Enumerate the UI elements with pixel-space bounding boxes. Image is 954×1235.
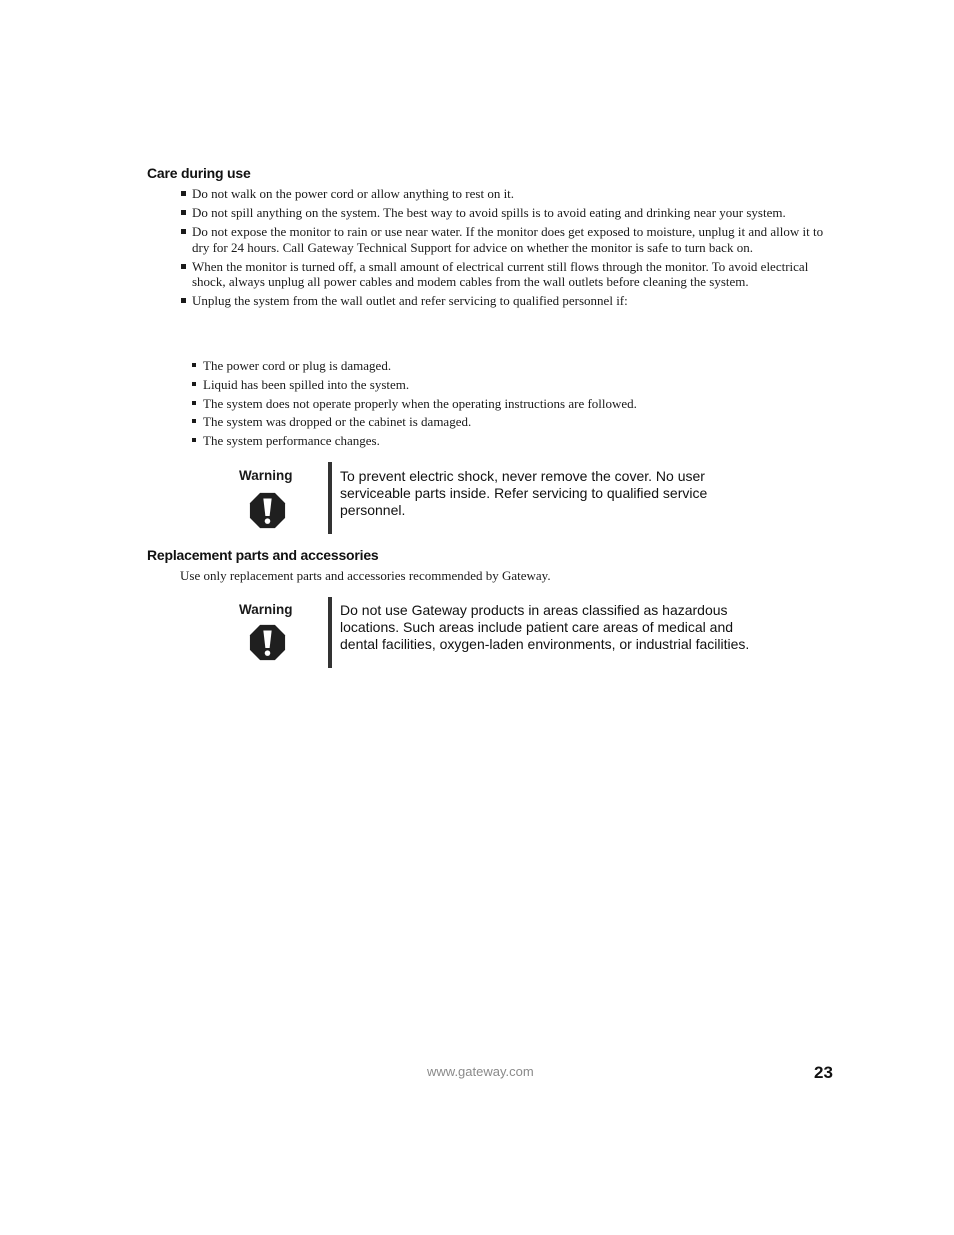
bullet-square-icon bbox=[181, 191, 186, 196]
footer-url: www.gateway.com bbox=[427, 1064, 534, 1079]
warning-text: To prevent electric shock, never remove the cover. No user serviceable parts inside. Refer servicing to qualified service personnel. bbox=[340, 468, 708, 518]
list-item: Unplug the system from the wall outlet and refer servicing to qualified personnel if: bbox=[180, 293, 825, 309]
care-heading: Care during use bbox=[147, 165, 251, 181]
list-item: The system was dropped or the cabinet is damaged. bbox=[191, 414, 811, 430]
care-bullet-list bbox=[180, 186, 825, 312]
replacement-heading: Replacement parts and accessories bbox=[147, 547, 379, 563]
bullet-square-icon bbox=[181, 210, 186, 215]
bullet-square-icon bbox=[181, 298, 186, 303]
list-item: The system performance changes. bbox=[191, 433, 811, 449]
warning-icon bbox=[249, 492, 286, 529]
page-number: 23 bbox=[814, 1063, 833, 1082]
bullet-square-icon bbox=[192, 382, 196, 386]
bullet-square-icon bbox=[192, 419, 196, 423]
warning-icon bbox=[249, 624, 286, 661]
warning-divider bbox=[328, 597, 332, 668]
bullet-square-icon bbox=[192, 363, 196, 367]
bullet-square-icon bbox=[181, 264, 186, 269]
list-item: The system does not operate properly when the operating instructions are followed. bbox=[191, 396, 811, 412]
list-item: Do not expose the monitor to rain or use near water. If the monitor does get exposed to moisture, unplug it and allow it to dry for 24 hours. Call Gateway Technical Support for advice on whether the monitor is safe to turn back on. bbox=[180, 224, 825, 255]
warning-text: Do not use Gateway products in areas classified as hazardous locations. Such areas include patient care areas of medical and dental facilities, oxygen-laden environments, or industrial facilities. bbox=[340, 602, 750, 652]
bullet-square-icon bbox=[181, 229, 186, 234]
bullet-square-icon bbox=[192, 438, 196, 442]
list-item: The power cord or plug is damaged. bbox=[191, 358, 811, 374]
list-item: Liquid has been spilled into the system. bbox=[191, 377, 811, 393]
replacement-text: Use only replacement parts and accessories recommended by Gateway. bbox=[180, 568, 551, 583]
warning-divider bbox=[328, 462, 332, 534]
list-item: When the monitor is turned off, a small amount of electrical current still flows through the monitor. To avoid electrical shock, always unplug all power cables and modem cables from the wall outlets before cleaning the system. bbox=[180, 259, 825, 290]
bullet-square-icon bbox=[192, 401, 196, 405]
list-item: Do not spill anything on the system. The best way to avoid spills is to avoid eating and drinking near your system. bbox=[180, 205, 825, 221]
list-item: Do not walk on the power cord or allow anything to rest on it. bbox=[180, 186, 825, 202]
warning-label: Warning bbox=[239, 602, 293, 617]
care-sub-bullet-list bbox=[191, 358, 811, 452]
warning-label: Warning bbox=[239, 468, 293, 483]
